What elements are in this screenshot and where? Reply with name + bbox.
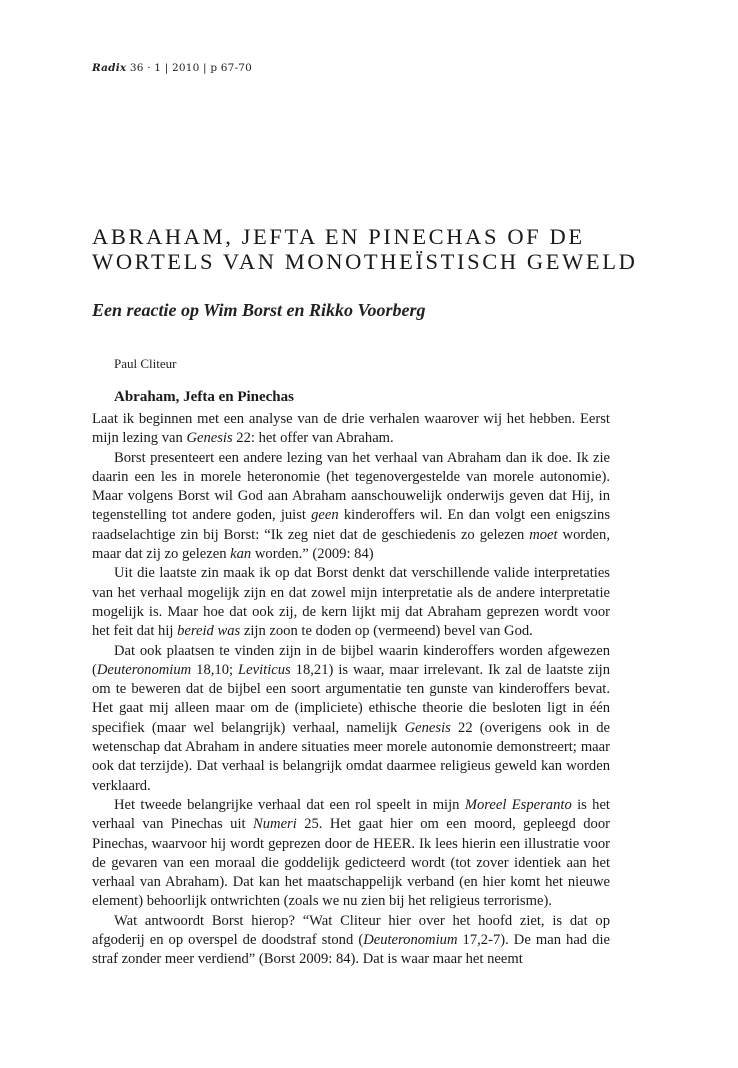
running-head (92, 62, 252, 74)
body-paragraph (92, 796, 610, 912)
text-run: 17,2-7). De man had die straf zonder meer verdiend” (Borst 2009: 84). Dat is waar maar het neemt (92, 932, 610, 968)
text-run: is het verhaal van Pinechas uit (92, 796, 610, 833)
italic-text: kan (230, 546, 252, 563)
body-paragraph (92, 912, 610, 970)
italic-text: Genesis (404, 719, 451, 736)
text-run: 25. Het gaat hier om een moord, gepleegd door Pinechas, waarvoor hij wordt geprezen door de HEER. Ik lees hierin een illustratie voor de gevaren van een moraal die goddelijk gedicteerd wordt (tot zover identiek aan het verhaal van Abraham). Dat kan het maatschappelijk verband (en hier komt het nieuwe element) behoorlijk ontwrichten (zoals we nu zien bij het religieus terrorisme). (92, 816, 610, 910)
body-paragraph (92, 449, 610, 565)
text-run: Wat antwoordt Borst hierop? “Wat Cliteur hier over het hoofd ziet, is dat op afgoderij en op overspel de doodstraf stond ( (92, 912, 610, 949)
italic-text: geen (311, 507, 339, 524)
journal-name: Radix (92, 62, 127, 74)
text-run: Het tweede belangrijke verhaal dat een rol speelt in mijn (114, 796, 465, 813)
body-paragraph (92, 410, 610, 449)
body-text (92, 410, 610, 970)
text-run: worden, maar dat zij zo gelezen (92, 526, 610, 563)
text-run: Laat ik beginnen met een analyse van de drie verhalen waarover wij het hebben. Eerst mijn lezing van (92, 411, 610, 447)
article-title: ABRAHAM, JEFTA EN PINECHAS OF DE WORTELS VAN MONOTHEÏSTISCH GEWELD (92, 224, 638, 274)
text-run: 18,10; (191, 661, 239, 678)
text-run: 22 (overigens ook in de wetenschap dat Abraham in andere situaties meer morele autonomie demonstreert; maar ook dat terzijde). Dat verhaal is belangrijk omdat daarmee religieus geweld kan worden verklaard. (92, 719, 610, 794)
article-subtitle: Een reactie op Wim Borst en Rikko Voorberg (92, 300, 426, 320)
text-run: Borst presenteert een andere lezing van het verhaal van Abraham dan ik doe. Ik zie daarin een les in morele heteronomie (het tegenovergestelde van morele autonomie). Maar volgens Borst wil God aan Abraham aanschouwelijk onderwijs geven dat Hij, in tegenstelling tot andere goden, juist (92, 449, 610, 524)
italic-text: bereid was (177, 623, 241, 640)
text-run: 18,21) is waar, maar irrelevant. Ik zal de laatste zijn om te beweren dat de bijbel een soort argumentatie ten gunste van kinderoffers bevat. Het gaat mij alleen maar om de (impliciete) ethische theorie die besloten ligt in één specifiek (maar wel belangrijk) verhaal, namelijk (92, 661, 611, 736)
author-name: Paul Cliteur (114, 356, 177, 371)
text-run: Dat ook plaatsen te vinden zijn in de bijbel waarin kinderoffers worden afgewezen ( (92, 642, 610, 678)
italic-text: Genesis (186, 430, 233, 447)
italic-text: Deuteronomium (363, 932, 458, 949)
italic-text: moet (529, 526, 558, 543)
text-run: zijn zoon te doden op (vermeend) bevel van God. (240, 623, 533, 640)
body-paragraph (92, 564, 610, 641)
text-run: kinderoffers wil. En dan volgt een enigszins raadselachtige zin bij Borst: “Ik zeg niet dat de geschiedenis zo gelezen (92, 507, 610, 543)
italic-text: Leviticus (238, 661, 291, 678)
text-run: 22: het offer van Abraham. (232, 430, 394, 447)
italic-text: Numeri (253, 816, 297, 833)
section-heading: Abraham, Jefta en Pinechas (114, 389, 294, 405)
text-run: Uit die laatste zin maak ik op dat Borst denkt dat verschillende valide interpretaties van het verhaal mogelijk zijn en dat zowel mijn interpretatie als de andere interpretatie mogelijk is. Maar hoe dat ook zij, de kern lijkt mij dat Abraham geprezen wordt voor het feit dat hij (92, 565, 610, 640)
italic-text: Deuteronomium (96, 661, 192, 678)
italic-text: Moreel Esperanto (464, 796, 572, 813)
issue-details: 36 · 1 | 2010 | p 67-70 (126, 62, 253, 74)
body-paragraph (92, 642, 610, 796)
text-run: worden.” (2009: 84) (251, 546, 374, 563)
